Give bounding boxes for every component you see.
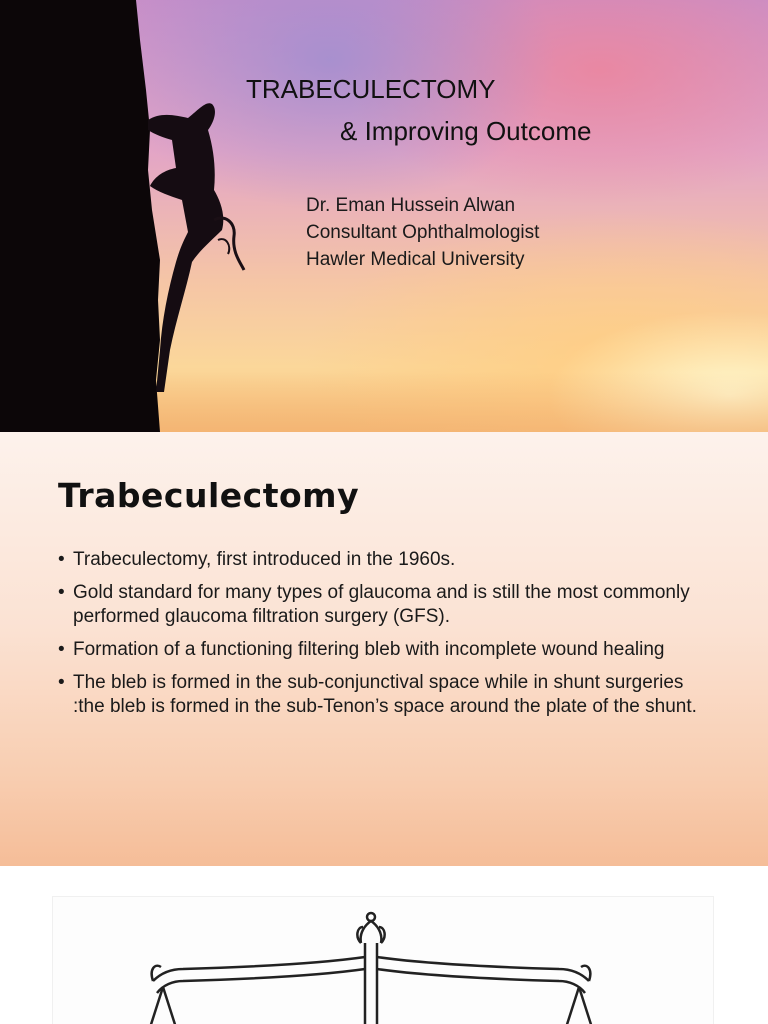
list-item — [58, 638, 698, 662]
climber-silhouette-image — [0, 0, 260, 432]
author-block — [306, 192, 539, 273]
bullet-icon: • — [58, 549, 65, 570]
balance-scale-icon — [53, 897, 713, 1024]
image-frame — [52, 896, 714, 1024]
list-item-text: The bleb is formed in the sub-conjunctival space while in shunt surgeries :the bleb is formed in the sub-Tenon’s space around the plate of the shunt. — [73, 672, 697, 717]
title-slide — [0, 0, 768, 432]
list-item — [58, 548, 698, 572]
list-item-text: Formation of a functioning filtering bleb with incomplete wound healing — [73, 639, 665, 660]
author-position: Consultant Ophthalmologist — [306, 222, 540, 243]
image-slide — [0, 866, 768, 1024]
list-item-text: Trabeculectomy, first introduced in the 1960s. — [73, 549, 456, 570]
list-item-text: Gold standard for many types of glaucoma and is still the most commonly performed glaucoma filtration surgery (GFS). — [73, 582, 690, 627]
list-item — [58, 671, 698, 719]
bullet-icon: • — [58, 582, 65, 603]
bullet-icon: • — [58, 639, 65, 660]
slide-heading: Trabeculectomy — [58, 476, 360, 515]
list-item — [58, 581, 698, 629]
author-affiliation: Hawler Medical University — [306, 249, 525, 270]
bullet-icon: • — [58, 672, 65, 693]
title-line-1: TRABECULECTOMY — [246, 74, 496, 104]
content-slide — [0, 432, 768, 866]
bullet-list — [58, 548, 698, 728]
title-line-2: & Improving Outcome — [340, 116, 592, 146]
author-name: Dr. Eman Hussein Alwan — [306, 195, 516, 216]
